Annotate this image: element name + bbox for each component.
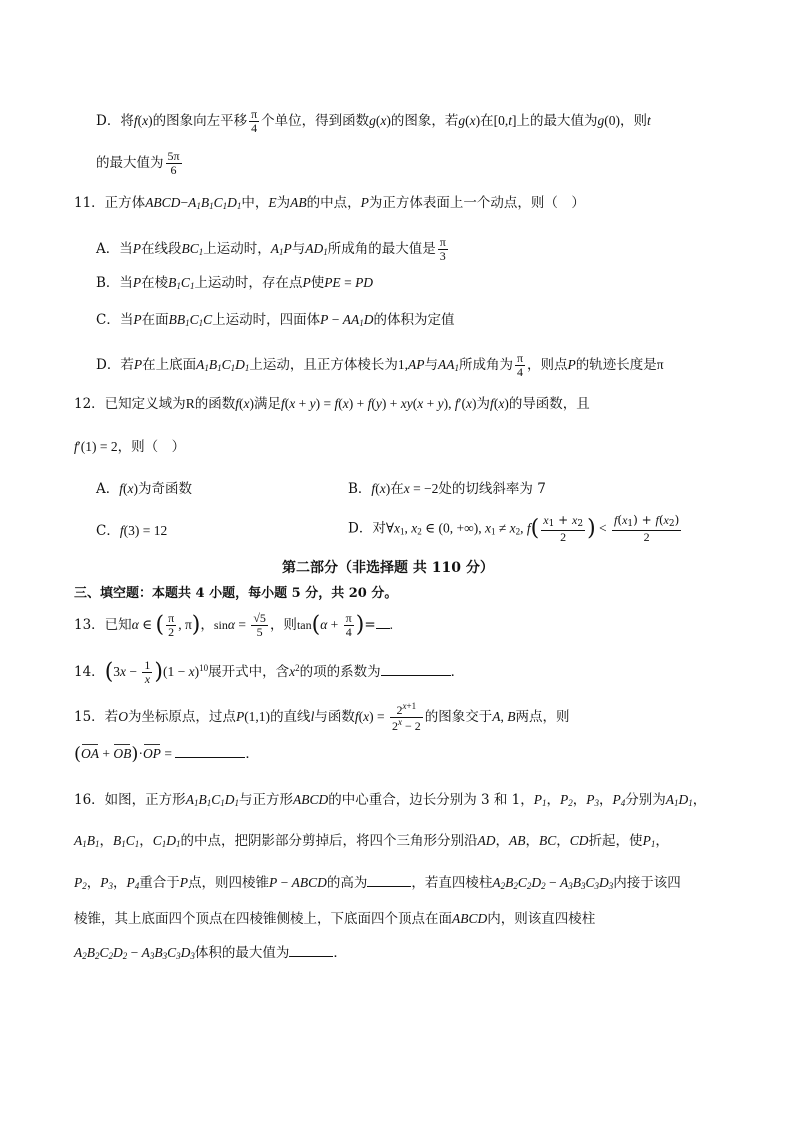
q12-stem: 12．已知定义域为R的函数f(x)满足f(x + y) = f(x) + f(y) + xy(x + y), f′(x)为f(x)的导函数，且 <box>74 396 590 412</box>
q15-answer-blank[interactable] <box>175 745 245 758</box>
q16-line4: 棱锥，其上底面四个顶点在四棱锥侧棱上，下底面四个顶点在面ABCD内，则该直四棱柱 <box>74 911 596 927</box>
q10-d-text1: 的图象向左平移 <box>152 113 248 130</box>
q10-d-fraction-pi-4: $\frac{\pi}{4}$ <box>251 107 258 136</box>
q11-stem: 11．正方体$ABCD-A_1B_1C_1D_1$中，E为AB的中点，P为正方体表面上一个动点，则（ ） <box>74 195 585 211</box>
q16-answer-blank-2[interactable] <box>289 944 333 957</box>
q12-number: 12．已知定义域为 <box>74 396 186 412</box>
q12-stem-line2: f′(1) = 2，则（ ） <box>74 439 186 455</box>
q11-option-a: A．当P在线段$BC_1$上运动时，$A_1P$与$AD_1$所成角的最大值是 $\frac{\pi}{3}$ <box>96 235 446 264</box>
q11-option-c: C．当P在面$BB_1C_1C$上运动时，四面体$P - AA_1D$的体积为定值 <box>96 312 455 328</box>
q10-d-line2: 的最大值为 <box>96 155 164 172</box>
q13-number: 13．已知 <box>74 617 132 634</box>
q13: 13．已知α ∈ ( $\frac{\pi}{2}$ , π)，sinα = $\frac{√5}{5}$ ，则tan(α + $\frac{\pi}{4}$ )= . <box>74 611 394 640</box>
q13-answer-blank[interactable] <box>376 616 390 629</box>
q16-line5: $A_2B_2C_2D_2 - A_3B_3C_3D_3$体积的最大值为 ． <box>74 945 347 961</box>
q16-line1: 16．如图，正方形$A_1B_1C_1D_1$与正方形ABCD的中心重合，边长分别为 3 和 1，$P_1$，$P_2$，$P_3$，$P_4$分别为$A_1D_1$， <box>74 792 707 808</box>
q11-number: 11．正方体 <box>74 195 146 211</box>
q10-d-text4: 在 <box>480 113 494 130</box>
q10-d-text6: ，则 <box>620 113 648 130</box>
q10-d-fraction-5pi-6: $\frac{5\pi}{6}$ <box>167 149 180 178</box>
q11-d-fraction-pi-4: $\frac{\pi}{4}$ <box>516 351 524 380</box>
q10-d-fx: f <box>133 113 138 129</box>
q12-option-a: A．f(x)为奇函数 <box>96 481 193 497</box>
q12-option-c: C．f(3) = 12 <box>96 523 168 539</box>
q10-option-d-line2 <box>96 150 184 177</box>
q10-d-text2: 个单位，得到函数 <box>261 113 370 130</box>
q14-answer-blank[interactable] <box>381 663 451 676</box>
q11-a-fraction-pi-3: $\frac{\pi}{3}$ <box>439 235 446 264</box>
q14-number: 14． <box>74 664 105 681</box>
q15-line2: (OA + OB)·OP = ． <box>74 743 259 765</box>
q11-option-b: B．当P在棱$B_1C_1$上运动时，存在点P使PE = PD <box>96 275 374 291</box>
q11-option-d: D．若P在上底面$A_1B_1C_1D_1$上运动，且正方体棱长为1,AP与$AA_1$所成角为 $\frac{\pi}{4}$ ，则点P的轨迹长度是π <box>96 351 664 380</box>
q16-answer-blank-1[interactable] <box>367 874 411 887</box>
q10-d-text5: 上的最大值为 <box>516 113 598 130</box>
q10-d-prefix: D．将 <box>96 113 134 130</box>
q16-number: 16．如图，正方形 <box>74 792 186 808</box>
q12-option-d: D．对$\forall x_1$, $x_2$ ∈ (0, +∞), $x_1 \ne x_2$, f( $\frac{x_1 + x_2}{2}$ ) < $\frac{f(x_1) + f(x_2)}{2}$ <box>348 513 680 544</box>
q15-line1: 15．若O为坐标原点，过点P(1,1)的直线l与函数f(x) = $\frac{2^{x+1}}{2^x - 2}$ 的图象交于A, B两点，则 <box>74 701 570 734</box>
q16-line2: $A_1B_1$，$B_1C_1$，$C_1D_1$的中点，把阴影部分剪掉后，将四个三角形分别沿AD，AB，BC，CD折起，使$P_1$， <box>74 833 669 849</box>
q12-option-b: B．f(x)在x = −2处的切线斜率为 7 <box>348 481 546 497</box>
part2-title: 第二部分（非选择题 共 110 分） <box>282 560 494 576</box>
q14: 14．(3x − $\frac{1}{x}$ )$(1 - x)^{10}$展开式中，含$x^2$的项的系数为 ． <box>74 658 465 687</box>
q15-number: 15．若 <box>74 709 119 726</box>
q16-line3: $P_2$，$P_3$，$P_4$重合于P点，则四棱锥P − ABCD的高为 ，若直四棱柱$A_2B_2C_2D_2 - A_3B_3C_3D_3$内接于该四 <box>74 875 681 891</box>
q10-option-d-line1: D．将f(x)的图象向左平移 $\frac{\pi}{4}$ 个单位，得到函数g(x)的图象，若g(x)在[0,t]上的最大值为g(0)，则t <box>96 107 651 136</box>
q10-d-text3: 的图象，若 <box>390 113 459 130</box>
fill-section-heading: 三、填空题：本题共 4 小题，每小题 5 分，共 20 分。 <box>74 586 398 601</box>
